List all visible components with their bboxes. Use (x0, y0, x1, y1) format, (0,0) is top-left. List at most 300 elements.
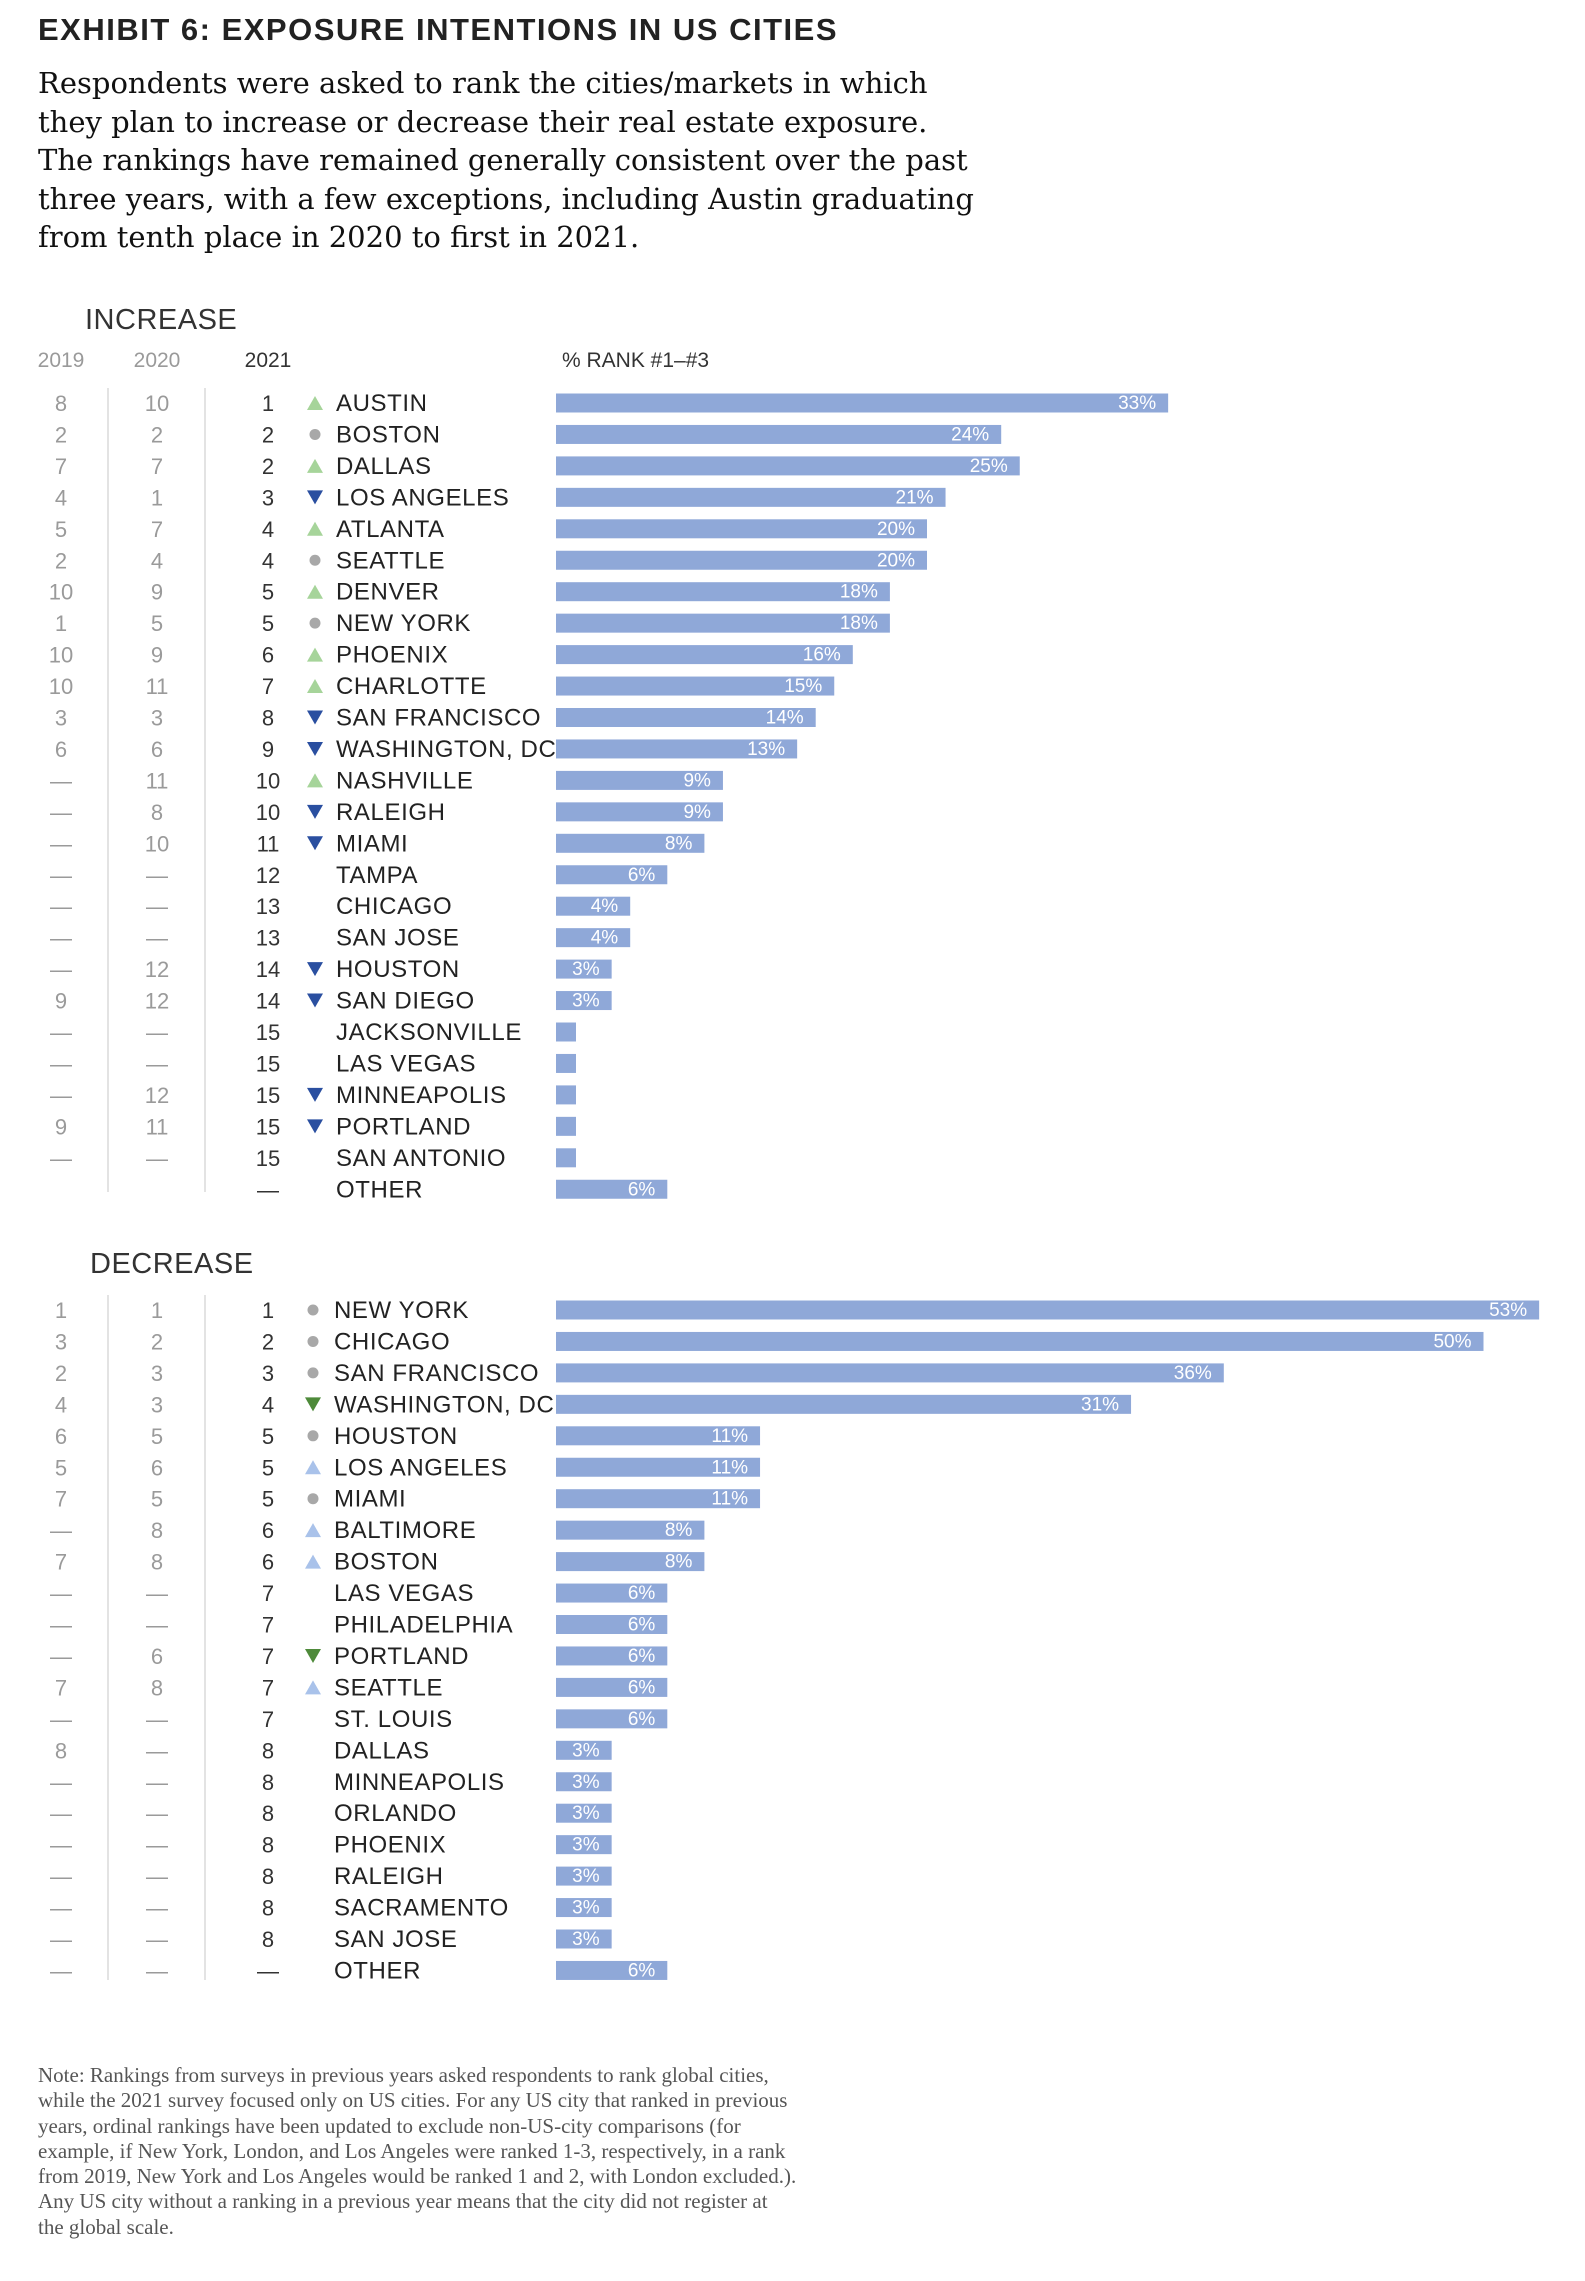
bar-value-label: 3% (572, 1834, 600, 1856)
rank-2019: 10 (48, 579, 74, 605)
rank-2020: 11 (145, 674, 169, 700)
data-row (55, 1737, 612, 1764)
city-label: LAS VEGAS (336, 1050, 477, 1078)
data-row (55, 1454, 760, 1481)
bar (556, 1395, 1131, 1414)
city-label: JACKSONVILLE (336, 1019, 522, 1046)
data-row (50, 1082, 576, 1109)
rank-2020: 8 (150, 1518, 164, 1544)
bar-value-label: 3% (572, 1897, 600, 1919)
trend-up-icon (307, 522, 323, 536)
rank-2021: 1 (261, 1298, 275, 1323)
trend-down-icon (305, 1397, 321, 1411)
rank-2020: 6 (150, 1455, 164, 1481)
bar-value-label: 4% (590, 927, 619, 949)
rank-2019: — (50, 894, 72, 920)
rank-2021: 8 (261, 705, 275, 731)
trend-unchanged-icon (308, 1367, 319, 1378)
trend-up-icon (307, 648, 323, 662)
city-label: SAN JOSE (336, 924, 460, 952)
bar-value-label: 18% (839, 581, 878, 603)
bar (556, 425, 1001, 444)
rank-2021: 4 (261, 1392, 275, 1418)
rank-2019: 3 (54, 1329, 68, 1355)
trend-unchanged-icon (310, 429, 321, 440)
trend-unchanged-icon (310, 555, 321, 566)
data-row (50, 862, 667, 889)
city-label: RALEIGH (334, 1863, 444, 1891)
rank-2021: 10 (255, 768, 281, 794)
rank-2020: 1 (150, 485, 164, 511)
rank-2021: 7 (261, 1706, 275, 1732)
bar-value-label: 3% (572, 1803, 600, 1825)
rank-2021: 7 (261, 1675, 275, 1701)
bar-value-label: 3% (572, 990, 600, 1012)
rank-2020: 2 (150, 422, 164, 448)
rank-2019: 5 (54, 1455, 68, 1481)
data-row (55, 1486, 760, 1513)
rank-2020: — (146, 1581, 168, 1607)
rank-2021: 11 (256, 831, 280, 857)
data-row (50, 1769, 612, 1796)
bar (556, 1117, 576, 1136)
data-row (49, 673, 834, 700)
city-label: SAN DIEGO (336, 987, 475, 1015)
rank-2020: 8 (150, 1549, 164, 1575)
bar-value-label: 6% (627, 1645, 656, 1667)
rank-2020: 3 (150, 1392, 164, 1418)
rank-2020: 7 (150, 453, 164, 479)
rank-2021: 5 (261, 1455, 275, 1481)
rank-2019: — (50, 1864, 72, 1890)
city-label: SAN FRANCISCO (336, 704, 542, 732)
rank-2021: 6 (261, 642, 275, 668)
rank-2019: 1 (54, 1298, 68, 1323)
rank-2021: 15 (255, 1082, 281, 1108)
bar-value-label: 6% (627, 1179, 656, 1201)
city-label: SACRAMENTO (334, 1894, 509, 1922)
bar-value-label: 9% (683, 801, 711, 823)
city-label: HOUSTON (336, 956, 460, 984)
bar-value-label: 25% (969, 455, 1008, 477)
trend-down-icon (307, 711, 323, 725)
rank-2019: 7 (54, 1486, 68, 1512)
city-label: WASHINGTON, DC (334, 1391, 555, 1419)
data-row (50, 1895, 612, 1922)
rank-2019: 6 (54, 1423, 68, 1449)
rank-2021: 13 (255, 925, 281, 951)
rank-2020: — (146, 1864, 168, 1890)
data-row (55, 736, 797, 763)
rank-2020: 5 (150, 1423, 164, 1449)
rank-2020: 5 (150, 1486, 164, 1512)
data-row (50, 1832, 612, 1859)
bar-value-label: 6% (627, 1708, 656, 1730)
increase-panel (38, 304, 1169, 1203)
rank-2020: 11 (145, 1114, 169, 1140)
rank-2021: 1 (261, 391, 275, 416)
bar-value-label: 18% (839, 613, 878, 635)
data-row (55, 1549, 705, 1576)
city-label: LAS VEGAS (334, 1580, 475, 1608)
data-row (55, 421, 1001, 448)
rank-2021: 7 (261, 674, 275, 700)
rank-2020: 7 (150, 516, 164, 542)
data-row (50, 1517, 704, 1544)
rank-2019: — (50, 1958, 72, 1984)
rank-2021: 8 (261, 1895, 275, 1921)
data-row (50, 1145, 576, 1172)
rank-2019: — (50, 1020, 72, 1045)
trend-unchanged-icon (310, 618, 321, 629)
rank-2021: 6 (261, 1518, 275, 1544)
data-row (257, 1176, 667, 1203)
rank-2021: 8 (261, 1738, 275, 1764)
city-label: ATLANTA (336, 515, 445, 543)
city-label: SAN JOSE (334, 1926, 458, 1953)
bar (556, 1085, 576, 1104)
city-label: OTHER (336, 1176, 423, 1204)
rank-2021: 15 (255, 1114, 281, 1140)
city-label: MIAMI (336, 830, 409, 858)
exhibit-title: EXHIBIT 6: EXPOSURE INTENTIONS IN US CITIES (38, 12, 838, 47)
rank-2019: — (50, 1769, 72, 1795)
data-row (49, 579, 890, 606)
bar-value-label: 8% (664, 1551, 693, 1573)
rank-2020: — (146, 1927, 168, 1952)
trend-down-icon (305, 1649, 321, 1663)
rank-2021: 14 (255, 957, 281, 983)
trend-up-icon (305, 1460, 321, 1474)
rank-2019: 3 (54, 705, 68, 731)
city-label: RALEIGH (336, 798, 446, 826)
data-row (50, 1706, 667, 1733)
bar-value-label: 3% (572, 1929, 600, 1950)
rank-2021: 9 (261, 736, 275, 762)
bar (556, 456, 1020, 475)
city-label: NASHVILLE (336, 767, 474, 795)
rank-2020: — (146, 1801, 168, 1827)
rank-2021: 12 (255, 862, 281, 888)
bar-value-label: 4% (590, 896, 619, 918)
data-row (55, 516, 927, 543)
trend-down-icon (307, 1088, 323, 1102)
intro-paragraph: Respondents were asked to rank the cities/markets in which they plan to increase or decrease their real estate exposure. The rankings have remained generally consistent over the past three years, with a few exceptions, including Austin graduating from tenth place in 2020 to first in 2021. (38, 66, 974, 254)
bar-value-label: 6% (627, 1614, 656, 1636)
bar-value-label: 3% (572, 1771, 600, 1793)
trend-unchanged-icon (308, 1336, 319, 1347)
rank-2019: 7 (54, 453, 68, 479)
column-header-2019: 2019 (37, 349, 85, 372)
data-row (50, 1800, 612, 1827)
city-label: SAN FRANCISCO (334, 1359, 540, 1387)
rank-2020: 8 (150, 799, 164, 825)
bar-value-label: 11% (711, 1488, 749, 1510)
bar (556, 1023, 576, 1042)
rank-2020: — (146, 1145, 168, 1171)
city-label: CHARLOTTE (336, 673, 487, 701)
city-label: LOS ANGELES (334, 1454, 508, 1482)
section-title: DECREASE (90, 1248, 254, 1280)
trend-down-icon (307, 836, 323, 850)
rank-2020: 2 (150, 1329, 164, 1355)
rank-2020: 9 (150, 579, 164, 605)
bar-value-label: 31% (1081, 1394, 1120, 1416)
bar-value-label: 9% (683, 770, 711, 792)
data-row (50, 1612, 667, 1639)
rank-2021: 7 (261, 1581, 275, 1607)
rank-2020: 6 (150, 736, 164, 762)
rank-2021: 5 (261, 579, 275, 605)
rank-2020: — (146, 1612, 168, 1638)
data-row (55, 1328, 1484, 1355)
city-label: SAN ANTONIO (336, 1144, 507, 1172)
rank-2019: — (50, 1051, 72, 1077)
data-row (50, 799, 723, 826)
data-row (55, 1423, 760, 1450)
bar-value-label: 50% (1433, 1331, 1472, 1353)
rank-2020: — (146, 1895, 168, 1921)
trend-unchanged-icon (308, 1493, 319, 1504)
bar-value-label: 6% (627, 1583, 656, 1605)
rank-2020: 9 (150, 642, 164, 668)
rank-2019: — (50, 1145, 72, 1171)
rank-2019: — (50, 925, 72, 951)
city-label: PHOENIX (334, 1831, 447, 1859)
bar-value-label: 53% (1489, 1300, 1528, 1321)
rank-2021: 15 (255, 1020, 281, 1045)
rank-2019: 4 (54, 1392, 68, 1418)
rank-2019: 8 (54, 1738, 68, 1764)
rank-2021: 15 (255, 1145, 281, 1171)
bar-value-label: 14% (765, 707, 804, 729)
trend-unchanged-icon (308, 1430, 319, 1441)
data-row (55, 610, 890, 637)
rank-2021: 3 (261, 485, 275, 511)
rank-2021: 14 (255, 988, 281, 1014)
footnote: Note: Rankings from surveys in previous years asked respondents to rank global cities, while the 2021 survey focused only on US cities. For any US city that ranked in previous years, ordinal rankings have been updated to exclude non-US-city comparisons (for example, if New York, London, and Los Angeles were ranked 1-3, respectively, in a rank from 2019, New York and Los Angeles would be ranked 1 and 2, with London excluded.). Any US city without a ranking in a previous year means that the city did not register at the global scale. (38, 2063, 797, 2239)
rank-2021: 2 (261, 422, 275, 448)
city-label: TAMPA (336, 861, 419, 889)
trend-down-icon (307, 962, 323, 976)
rank-2021: 8 (261, 1927, 275, 1952)
rank-2021: 13 (255, 894, 281, 920)
data-row (50, 956, 612, 983)
data-row (50, 1019, 576, 1046)
data-row (50, 925, 630, 952)
rank-2019: 1 (54, 611, 68, 637)
rank-2019: 2 (54, 422, 68, 448)
data-row (55, 1297, 1539, 1324)
rank-2019: — (50, 862, 72, 888)
rank-2019: 4 (54, 485, 68, 511)
rank-2020: — (146, 925, 168, 951)
bar (556, 1054, 576, 1073)
rank-2019: 10 (48, 642, 74, 668)
rank-2021: — (257, 1177, 279, 1203)
rank-2019: — (50, 957, 72, 983)
city-label: BOSTON (336, 421, 441, 449)
bar-value-label: 8% (664, 1520, 693, 1542)
rank-2020: — (146, 1832, 168, 1858)
bar-value-label: 6% (627, 1960, 656, 1982)
rank-2019: — (50, 1643, 72, 1669)
data-row (50, 1863, 612, 1890)
rank-2020: 1 (150, 1298, 164, 1323)
bar-value-label: 33% (1118, 393, 1157, 414)
rank-2019: — (50, 1581, 72, 1607)
rank-2019: 6 (54, 736, 68, 762)
rank-2019: 9 (54, 988, 68, 1014)
city-label: MIAMI (334, 1485, 407, 1513)
rank-2019: 10 (48, 674, 74, 700)
bar-value-label: 36% (1173, 1362, 1212, 1384)
data-row (55, 484, 946, 511)
rank-2019: — (50, 799, 72, 825)
city-label: SEATTLE (336, 547, 446, 575)
rank-2020: 12 (144, 988, 170, 1014)
column-header-2021: 2021 (244, 349, 292, 372)
rank-2021: 8 (261, 1832, 275, 1858)
trend-down-icon (307, 805, 323, 819)
rank-2020: 4 (150, 548, 164, 574)
city-label: PHOENIX (336, 641, 449, 669)
trend-up-icon (307, 396, 323, 410)
city-label: NEW YORK (334, 1297, 470, 1324)
bar-value-label: 3% (572, 1740, 600, 1762)
rank-2020: 8 (150, 1675, 164, 1701)
trend-up-icon (305, 1523, 321, 1537)
rank-2021: 2 (261, 1329, 275, 1355)
bar (556, 1148, 576, 1167)
rank-2020: 6 (150, 1643, 164, 1669)
bar-value-label: 15% (784, 676, 823, 698)
trend-down-icon (307, 490, 323, 504)
rank-2019: 2 (54, 548, 68, 574)
city-label: MINNEAPOLIS (336, 1081, 507, 1109)
bar-value-label: 11% (711, 1425, 749, 1447)
city-label: OTHER (334, 1957, 421, 1985)
data-row (55, 988, 612, 1015)
city-label: LOS ANGELES (336, 484, 510, 512)
bar (556, 1332, 1484, 1351)
bar-value-label: 16% (802, 644, 841, 666)
section-title: INCREASE (85, 304, 238, 336)
data-row (55, 547, 927, 574)
bar (556, 1363, 1224, 1382)
trend-down-icon (307, 742, 323, 756)
trend-up-icon (307, 773, 323, 787)
city-label: HOUSTON (334, 1422, 458, 1450)
city-label: DALLAS (334, 1737, 430, 1765)
city-label: DALLAS (336, 452, 432, 480)
rank-2020: 11 (145, 768, 169, 794)
data-row (50, 893, 630, 920)
data-row (50, 830, 704, 857)
city-label: BOSTON (334, 1548, 439, 1576)
rank-2019: — (50, 1927, 72, 1952)
rank-2021: 7 (261, 1612, 275, 1638)
rank-2021: 10 (255, 799, 281, 825)
data-row (50, 1050, 576, 1077)
data-row (55, 1391, 1131, 1418)
rank-2021: 8 (261, 1769, 275, 1795)
bar-value-label: 3% (572, 959, 600, 981)
bar-value-label: 20% (876, 518, 915, 540)
rank-2021: 3 (261, 1360, 275, 1386)
city-label: PORTLAND (336, 1113, 472, 1141)
rank-2021: 6 (261, 1549, 275, 1575)
rank-2021: 15 (255, 1051, 281, 1077)
rank-2020: — (146, 894, 168, 920)
rank-2021: 5 (261, 1423, 275, 1449)
data-row (55, 705, 816, 732)
trend-down-icon (307, 994, 323, 1008)
data-row (50, 767, 723, 794)
data-row (55, 1674, 667, 1701)
rank-2021: 8 (261, 1801, 275, 1827)
bar (556, 488, 946, 507)
bar-value-label: 6% (627, 864, 656, 886)
data-row (50, 1580, 667, 1607)
data-row (55, 390, 1168, 417)
data-row (50, 1957, 667, 1984)
data-row (55, 453, 1020, 480)
city-label: AUSTIN (336, 390, 428, 417)
city-label: WASHINGTON, DC (336, 735, 557, 763)
column-header-2020: 2020 (133, 349, 181, 372)
rank-2020: — (146, 1958, 168, 1984)
rank-2021: 5 (261, 611, 275, 637)
city-label: CHICAGO (334, 1328, 451, 1356)
trend-up-icon (307, 585, 323, 599)
rank-2019: — (50, 831, 72, 857)
rank-2021: — (257, 1958, 279, 1984)
bar (556, 519, 927, 538)
city-label: DENVER (336, 578, 440, 606)
city-label: BALTIMORE (334, 1517, 477, 1545)
rank-2019: 8 (54, 391, 68, 416)
rank-2020: — (146, 1051, 168, 1077)
city-label: CHICAGO (336, 893, 453, 921)
bar-value-label: 8% (664, 833, 693, 855)
rank-2020: 10 (144, 391, 170, 416)
trend-unchanged-icon (308, 1305, 319, 1316)
rank-2020: — (146, 1020, 168, 1045)
data-row (50, 1926, 612, 1953)
rank-2020: 12 (144, 1082, 170, 1108)
rank-2021: 7 (261, 1643, 275, 1669)
bar-value-label: 21% (895, 487, 934, 509)
rank-2020: — (146, 1769, 168, 1795)
rank-2021: 8 (261, 1864, 275, 1890)
rank-2020: — (146, 1738, 168, 1764)
trend-up-icon (307, 679, 323, 693)
city-label: NEW YORK (336, 610, 472, 638)
rank-2019: — (50, 1612, 72, 1638)
city-label: PORTLAND (334, 1642, 470, 1670)
rank-2019: — (50, 1832, 72, 1858)
rank-2019: — (50, 768, 72, 794)
trend-down-icon (307, 1119, 323, 1133)
rank-2019: — (50, 1895, 72, 1921)
rank-2021: 4 (261, 548, 275, 574)
rank-2019: — (50, 1801, 72, 1827)
rank-2019: — (50, 1518, 72, 1544)
rank-2019: 7 (54, 1549, 68, 1575)
city-label: ST. LOUIS (334, 1705, 453, 1733)
rank-2020: — (146, 862, 168, 888)
